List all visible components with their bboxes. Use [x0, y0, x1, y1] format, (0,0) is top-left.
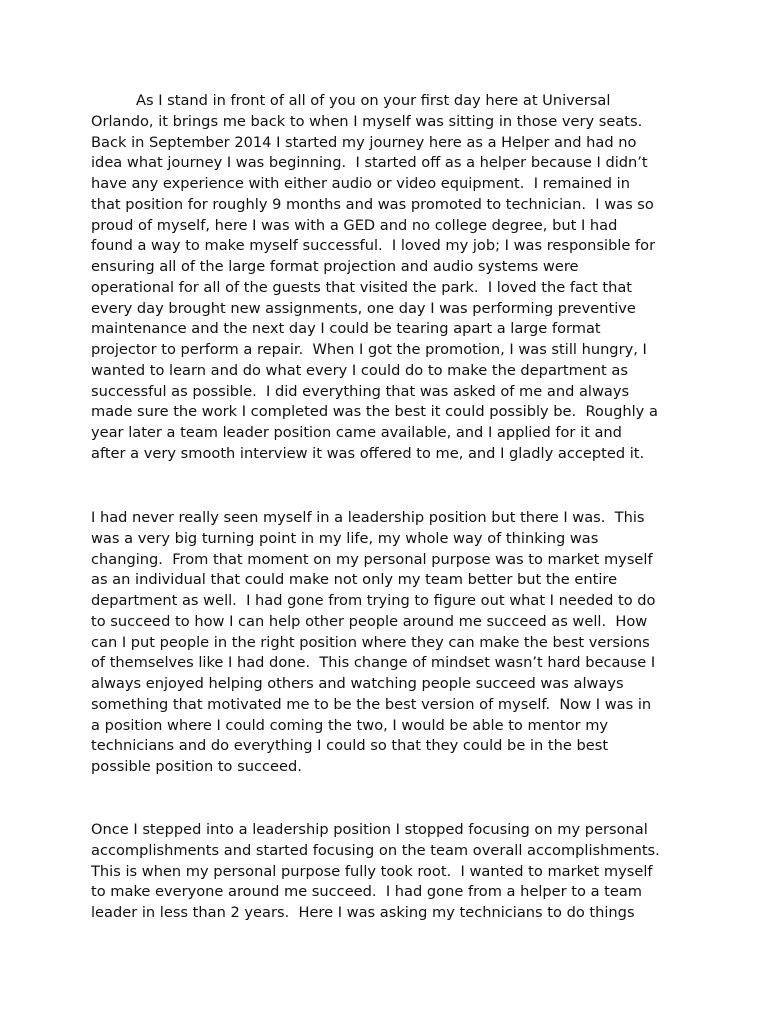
text-line: always enjoyed helping others and watching people succeed was always	[91, 675, 624, 692]
text-line: Orlando, it brings me back to when I myself was sitting in those very seats.	[91, 112, 643, 130]
text-line: can I put people in the right position where they can make the best versions	[91, 633, 650, 651]
text-line: Back in September 2014 I started my journey here as a Helper and had no	[91, 133, 637, 151]
text-line: operational for all of the guests that visited the park. I loved the fact that	[91, 278, 632, 296]
text-line: leader in less than 2 years. Here I was asking my technicians to do things	[91, 904, 635, 921]
text-line: made sure the work I completed was the best it could possibly be. Roughly a	[91, 403, 658, 421]
paragraph-2	[91, 508, 711, 778]
text-line: after a very smooth interview it was offered to me, and I gladly accepted it.	[91, 444, 645, 462]
text-line: was a very big turning point in my life, my whole way of thinking was	[91, 529, 599, 547]
text-line: every day brought new assignments, one day I was performing preventive	[91, 299, 636, 317]
text-line: accomplishments and started focusing on the team overall accomplishments.	[91, 841, 660, 859]
text-line: year later a team leader position came available, and I applied for it and	[91, 424, 622, 441]
text-line: technicians and do everything I could so that they could be in the best	[91, 737, 609, 755]
text-line: projector to perform a repair. When I got the promotion, I was still hungry, I	[91, 341, 647, 358]
text-line: to make everyone around me succeed. I had gone from a helper to a team	[91, 883, 643, 901]
text-line: changing. From that moment on my personal purpose was to market myself	[91, 550, 653, 568]
text-line: This is when my personal purpose fully took root. I wanted to market myself	[91, 862, 653, 880]
text-line: of themselves like I had done. This change of mindset wasn’t hard because I	[91, 654, 656, 672]
text-line: found a way to make myself successful. I loved my job; I was responsible for	[91, 237, 656, 255]
text-line: something that motivated me to be the best version of myself. Now I was in	[91, 695, 652, 713]
text-line: successful as possible. I did everything that was asked of me and always	[91, 382, 630, 400]
paragraph-1	[91, 91, 711, 465]
text-line: that position for roughly 9 months and was promoted to technician. I was so	[91, 195, 654, 213]
text-line: idea what journey I was beginning. I started off as a helper because I didn’t	[91, 154, 648, 172]
text-line: maintenance and the next day I could be tearing apart a large format	[91, 320, 601, 338]
text-line: as an individual that could make not only my team better but the entire	[91, 571, 618, 589]
text-line: Once I stepped into a leadership position I stopped focusing on my personal	[91, 821, 648, 838]
text-line: ensuring all of the large format projection and audio systems were	[91, 258, 579, 275]
text-line: I had never really seen myself in a leadership position but there I was. This	[91, 509, 645, 526]
text-line: a position where I could coming the two, I would be able to mentor my	[91, 716, 609, 734]
text-line: proud of myself, here I was with a GED and no college degree, but I had	[91, 216, 618, 234]
text-line: possible position to succeed.	[91, 758, 302, 775]
text-line: department as well. I had gone from trying to figure out what I needed to do	[91, 592, 656, 609]
text-line: to succeed to how I can help other people around me succeed as well. How	[91, 612, 648, 630]
text-line: wanted to learn and do what every I could do to make the department as	[91, 361, 628, 379]
text-line: As I stand in front of all of you on your first day here at Universal	[136, 92, 611, 109]
paragraph-3	[91, 820, 711, 924]
text-line: have any experience with either audio or video equipment. I remained in	[91, 175, 630, 192]
